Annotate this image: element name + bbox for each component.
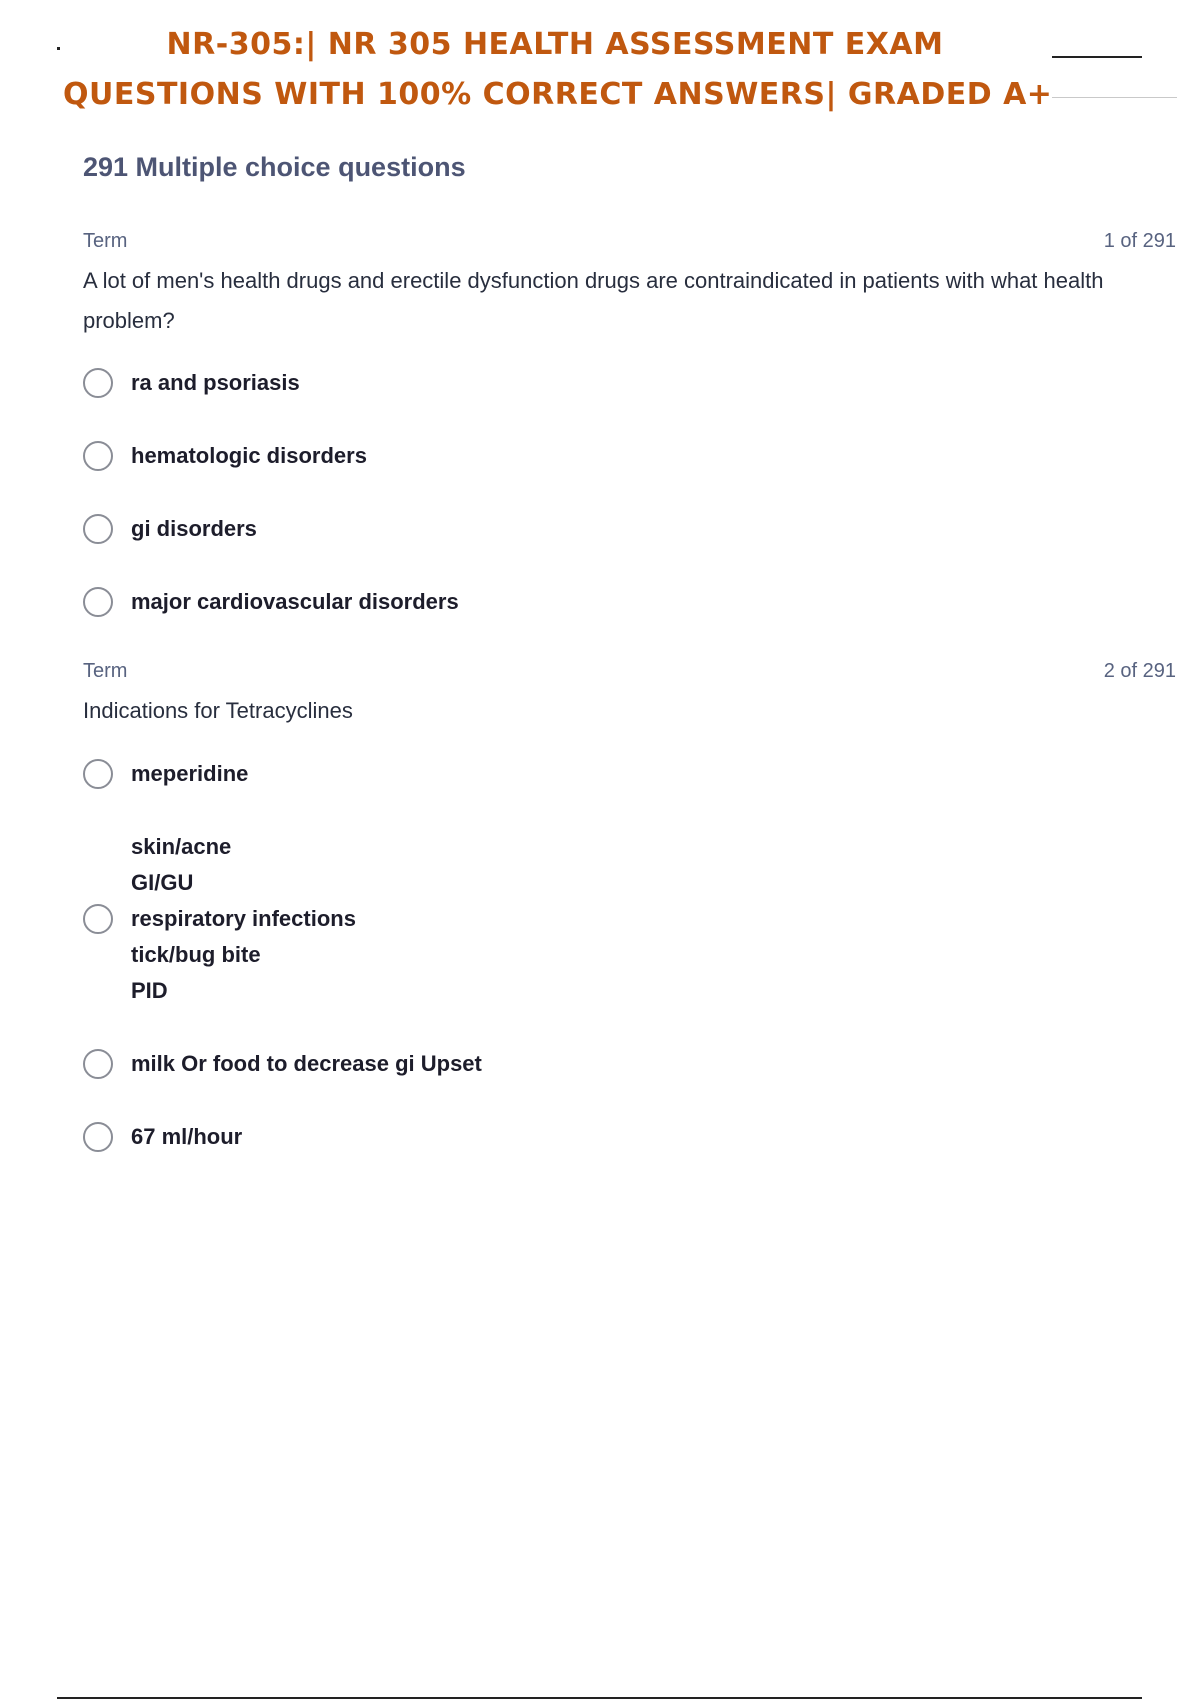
term-label: Term	[83, 230, 128, 252]
radio-button-icon[interactable]	[83, 1122, 113, 1152]
question-text: Indications for Tetracyclines	[83, 698, 353, 723]
answer-option[interactable]	[83, 511, 257, 547]
footer-rule	[57, 1697, 1142, 1699]
section-subtitle: 291 Multiple choice questions	[83, 152, 466, 182]
answer-option[interactable]	[83, 365, 300, 401]
answer-option-label: ra and psoriasis	[131, 370, 300, 395]
answer-option[interactable]	[83, 584, 459, 620]
question-count: 1 of 291	[1103, 230, 1176, 252]
answer-option-label: hematologic disorders	[131, 443, 367, 468]
answer-option-label: skin/acne GI/GU respiratory infections tick/bug bite PID	[131, 834, 356, 1003]
radio-button-icon[interactable]	[83, 368, 113, 398]
answer-option-label: milk Or food to decrease gi Upset	[131, 1051, 482, 1076]
radio-button-icon[interactable]	[83, 759, 113, 789]
radio-button-icon[interactable]	[83, 514, 113, 544]
question-text: A lot of men's health drugs and erectile dysfunction drugs are contraindicated in patients with what health problem?	[83, 268, 1104, 333]
radio-button-icon[interactable]	[83, 1049, 113, 1079]
answer-option-label: gi disorders	[131, 516, 257, 541]
answer-option[interactable]	[83, 829, 356, 1009]
answer-option-label: 67 ml/hour	[131, 1124, 243, 1149]
answer-option-label: meperidine	[131, 761, 249, 786]
radio-button-icon[interactable]	[83, 587, 113, 617]
document-title-line1: NR-305:| NR 305 HEALTH ASSESSMENT EXAM	[166, 27, 944, 62]
question-count: 2 of 291	[1103, 660, 1176, 682]
answer-option[interactable]	[83, 1046, 482, 1082]
answer-option[interactable]	[83, 438, 367, 474]
radio-button-icon[interactable]	[83, 441, 113, 471]
answer-option[interactable]	[83, 1119, 242, 1155]
answer-option-label: major cardiovascular disorders	[131, 589, 459, 614]
term-label: Term	[83, 660, 128, 682]
document-title-line2: QUESTIONS WITH 100% CORRECT ANSWERS| GRADED A+	[63, 77, 1053, 112]
radio-button-icon[interactable]	[83, 904, 113, 934]
answer-option[interactable]	[83, 756, 248, 792]
header-rule-light	[1052, 97, 1177, 98]
